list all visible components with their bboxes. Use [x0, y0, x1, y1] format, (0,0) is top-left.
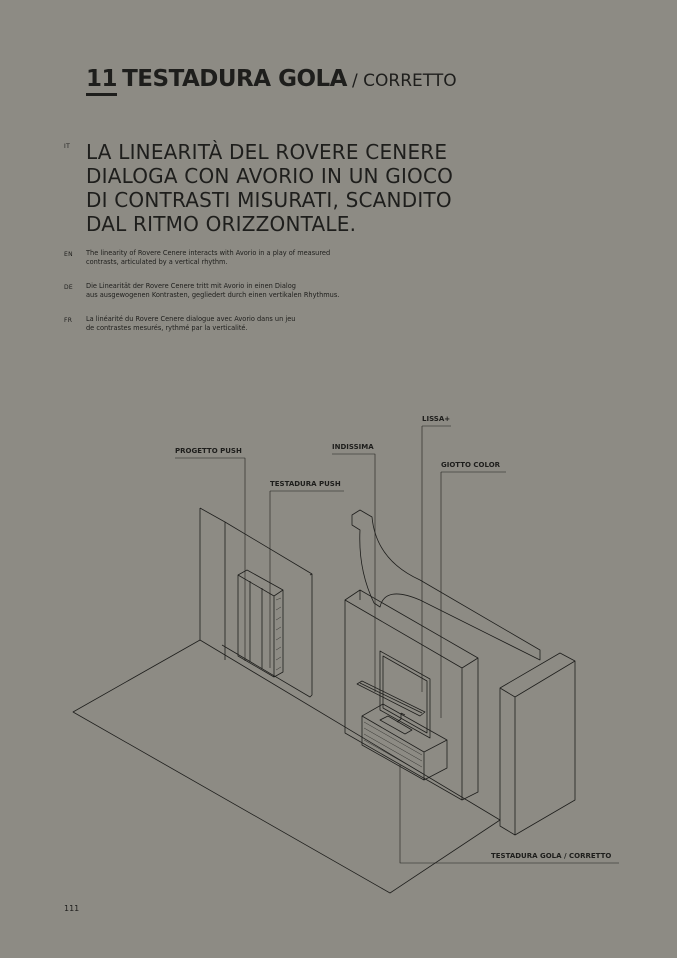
leader-testadura-push — [270, 491, 344, 668]
lang-code-de: DE — [64, 284, 74, 291]
section-number: 11 — [86, 66, 117, 96]
label-testadura-push: TESTADURA PUSH — [270, 480, 341, 488]
text-line: La linéarité du Rovere Cenere dialogue avec Avorio dans un jeu — [86, 315, 296, 323]
headline-line: DIALOGA CON AVORIO IN UN GIOCO — [86, 164, 454, 188]
center-wall — [345, 590, 478, 800]
lang-code-fr: FR — [64, 317, 73, 324]
leader-indissima — [332, 454, 375, 692]
label-indissima: INDISSIMA — [332, 443, 374, 451]
right-wall — [500, 653, 575, 835]
curved-partition — [352, 510, 540, 660]
vanity — [362, 704, 447, 780]
page-number: 111 — [64, 904, 80, 913]
leader-progetto-push — [175, 458, 245, 661]
floor-outline — [73, 640, 500, 893]
headline-line: LA LINEARITÀ DEL ROVERE CENERE — [86, 140, 448, 164]
lang-code-it: IT — [64, 143, 71, 150]
headline-line: DI CONTRASTI MISURATI, SCANDITO — [86, 188, 452, 212]
label-progetto-push: PROGETTO PUSH — [175, 447, 242, 455]
text-line: aus ausgewogenen Kontrasten, gegliedert durch einen vertikalen Rhythmus. — [86, 291, 340, 299]
label-lissa: LISSA+ — [422, 415, 451, 423]
left-wall — [200, 508, 312, 697]
leader-giotto-color — [441, 472, 506, 718]
text-line: contrasts, articulated by a vertical rhythm. — [86, 258, 228, 266]
shelf — [357, 681, 425, 716]
lang-code-en: EN — [64, 251, 73, 258]
section-subtitle: / CORRETTO — [352, 71, 457, 91]
text-line: de contrastes mesurés, rythmé par la verticalité. — [86, 324, 248, 332]
mirror — [380, 651, 430, 738]
text-line: The linearity of Rovere Cenere interacts with Avorio in a play of measured — [86, 249, 331, 257]
headline-line: DAL RITMO ORIZZONTALE. — [86, 212, 357, 236]
section-title: TESTADURA GOLA — [122, 66, 347, 92]
label-giotto-color: GIOTTO COLOR — [441, 461, 501, 469]
text-line: Die Linearität der Rovere Cenere tritt mit Avorio in einen Dialog — [86, 282, 296, 290]
label-testadura-gola: TESTADURA GOLA / CORRETTO — [491, 852, 612, 860]
